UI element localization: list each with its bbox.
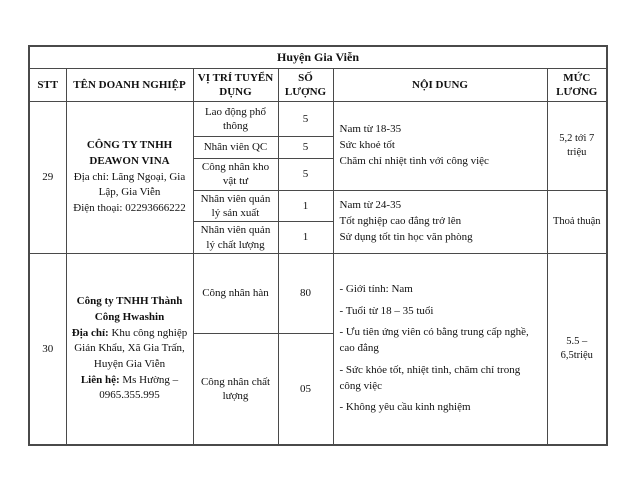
position-quantity: 1 <box>278 222 333 254</box>
row30-company-cell <box>66 253 193 445</box>
col-header-quantity: SỐ LƯỢNG <box>278 68 333 102</box>
position-title: Nhân viên quản lý chất lượng <box>193 222 278 254</box>
row30-requirements <box>333 253 547 445</box>
requirement-line: Nam từ 24-35 <box>339 198 402 211</box>
row29-stt: 29 <box>29 102 66 254</box>
company-name: CÔNG TY TNHH DEAWON VINA <box>86 139 173 168</box>
position-quantity: 1 <box>278 190 333 222</box>
contact-text: Ms Hường – 0965.355.995 <box>99 373 179 402</box>
requirement-line: Chăm chỉ nhiệt tình với công việc <box>339 154 489 167</box>
table-row <box>29 102 607 137</box>
position-title: Công nhân kho vật tư <box>193 159 278 191</box>
address-text: Khu công nghiệp Gián Khẩu, Xã Gia Trấn, Huyện Gia Viễn <box>74 326 188 370</box>
company-phone: Điện thoại: 02293666222 <box>73 201 186 214</box>
col-header-position: VỊ TRÍ TUYỂN DỤNG <box>193 68 278 102</box>
position-quantity: 80 <box>278 253 333 333</box>
col-header-salary: MỨC LƯƠNG <box>547 68 607 102</box>
requirement-line: - Sức khỏe tốt, nhiệt tình, chăm chỉ trong công việc <box>339 363 521 392</box>
requirement-line: - Không yêu cầu kinh nghiệm <box>339 400 471 413</box>
salary-value: 5,2 tới 7 triệu <box>547 102 607 191</box>
requirement-line: Nam từ 18-35 <box>339 122 402 135</box>
row29-requirements-group1 <box>333 102 547 191</box>
table-row <box>29 253 607 333</box>
position-title: Công nhân hàn <box>193 253 278 333</box>
company-address <box>71 326 189 373</box>
contact-label: Liên hệ: <box>80 373 120 386</box>
company-name: Công ty TNHH Thành Công Hwashin <box>76 295 183 324</box>
row30-stt: 30 <box>29 253 66 445</box>
job-listings-table <box>28 45 608 446</box>
position-quantity: 5 <box>278 159 333 191</box>
position-title: Nhân viên quản lý sản xuất <box>193 190 278 222</box>
salary-value: Thoả thuận <box>547 190 607 253</box>
position-title: Nhân viên QC <box>193 137 278 159</box>
col-header-stt: STT <box>29 68 66 102</box>
row29-requirements-group2 <box>333 190 547 253</box>
row29-company-cell <box>66 102 193 254</box>
address-label: Địa chỉ: <box>71 326 109 339</box>
position-quantity: 05 <box>278 333 333 445</box>
requirement-line: - Giới tính: Nam <box>339 283 413 296</box>
position-title: Lao động phổ thông <box>193 102 278 137</box>
col-header-company: TÊN DOANH NGHIỆP <box>66 68 193 102</box>
requirement-line: - Tuổi từ 18 – 35 tuổi <box>339 304 434 317</box>
col-header-content: NỘI DUNG <box>333 68 547 102</box>
requirement-line: - Ưu tiên ứng viên có bằng trung cấp nghề, cao đẳng <box>339 326 529 355</box>
requirement-line: Tốt nghiệp cao đẳng trở lên <box>339 214 462 227</box>
salary-value: 5.5 – 6,5triệu <box>547 253 607 445</box>
company-address: Địa chỉ: Lãng Ngoại, Gia Lập, Gia Viễn <box>73 170 186 199</box>
company-contact <box>71 373 189 404</box>
district-title: Huyện Gia Viễn <box>29 46 607 68</box>
requirement-line: Sức khoẻ tốt <box>339 138 395 151</box>
position-quantity: 5 <box>278 137 333 159</box>
position-quantity: 5 <box>278 102 333 137</box>
position-title: Công nhân chất lượng <box>193 333 278 445</box>
requirement-line: Sử dụng tốt tin học văn phòng <box>339 230 473 243</box>
